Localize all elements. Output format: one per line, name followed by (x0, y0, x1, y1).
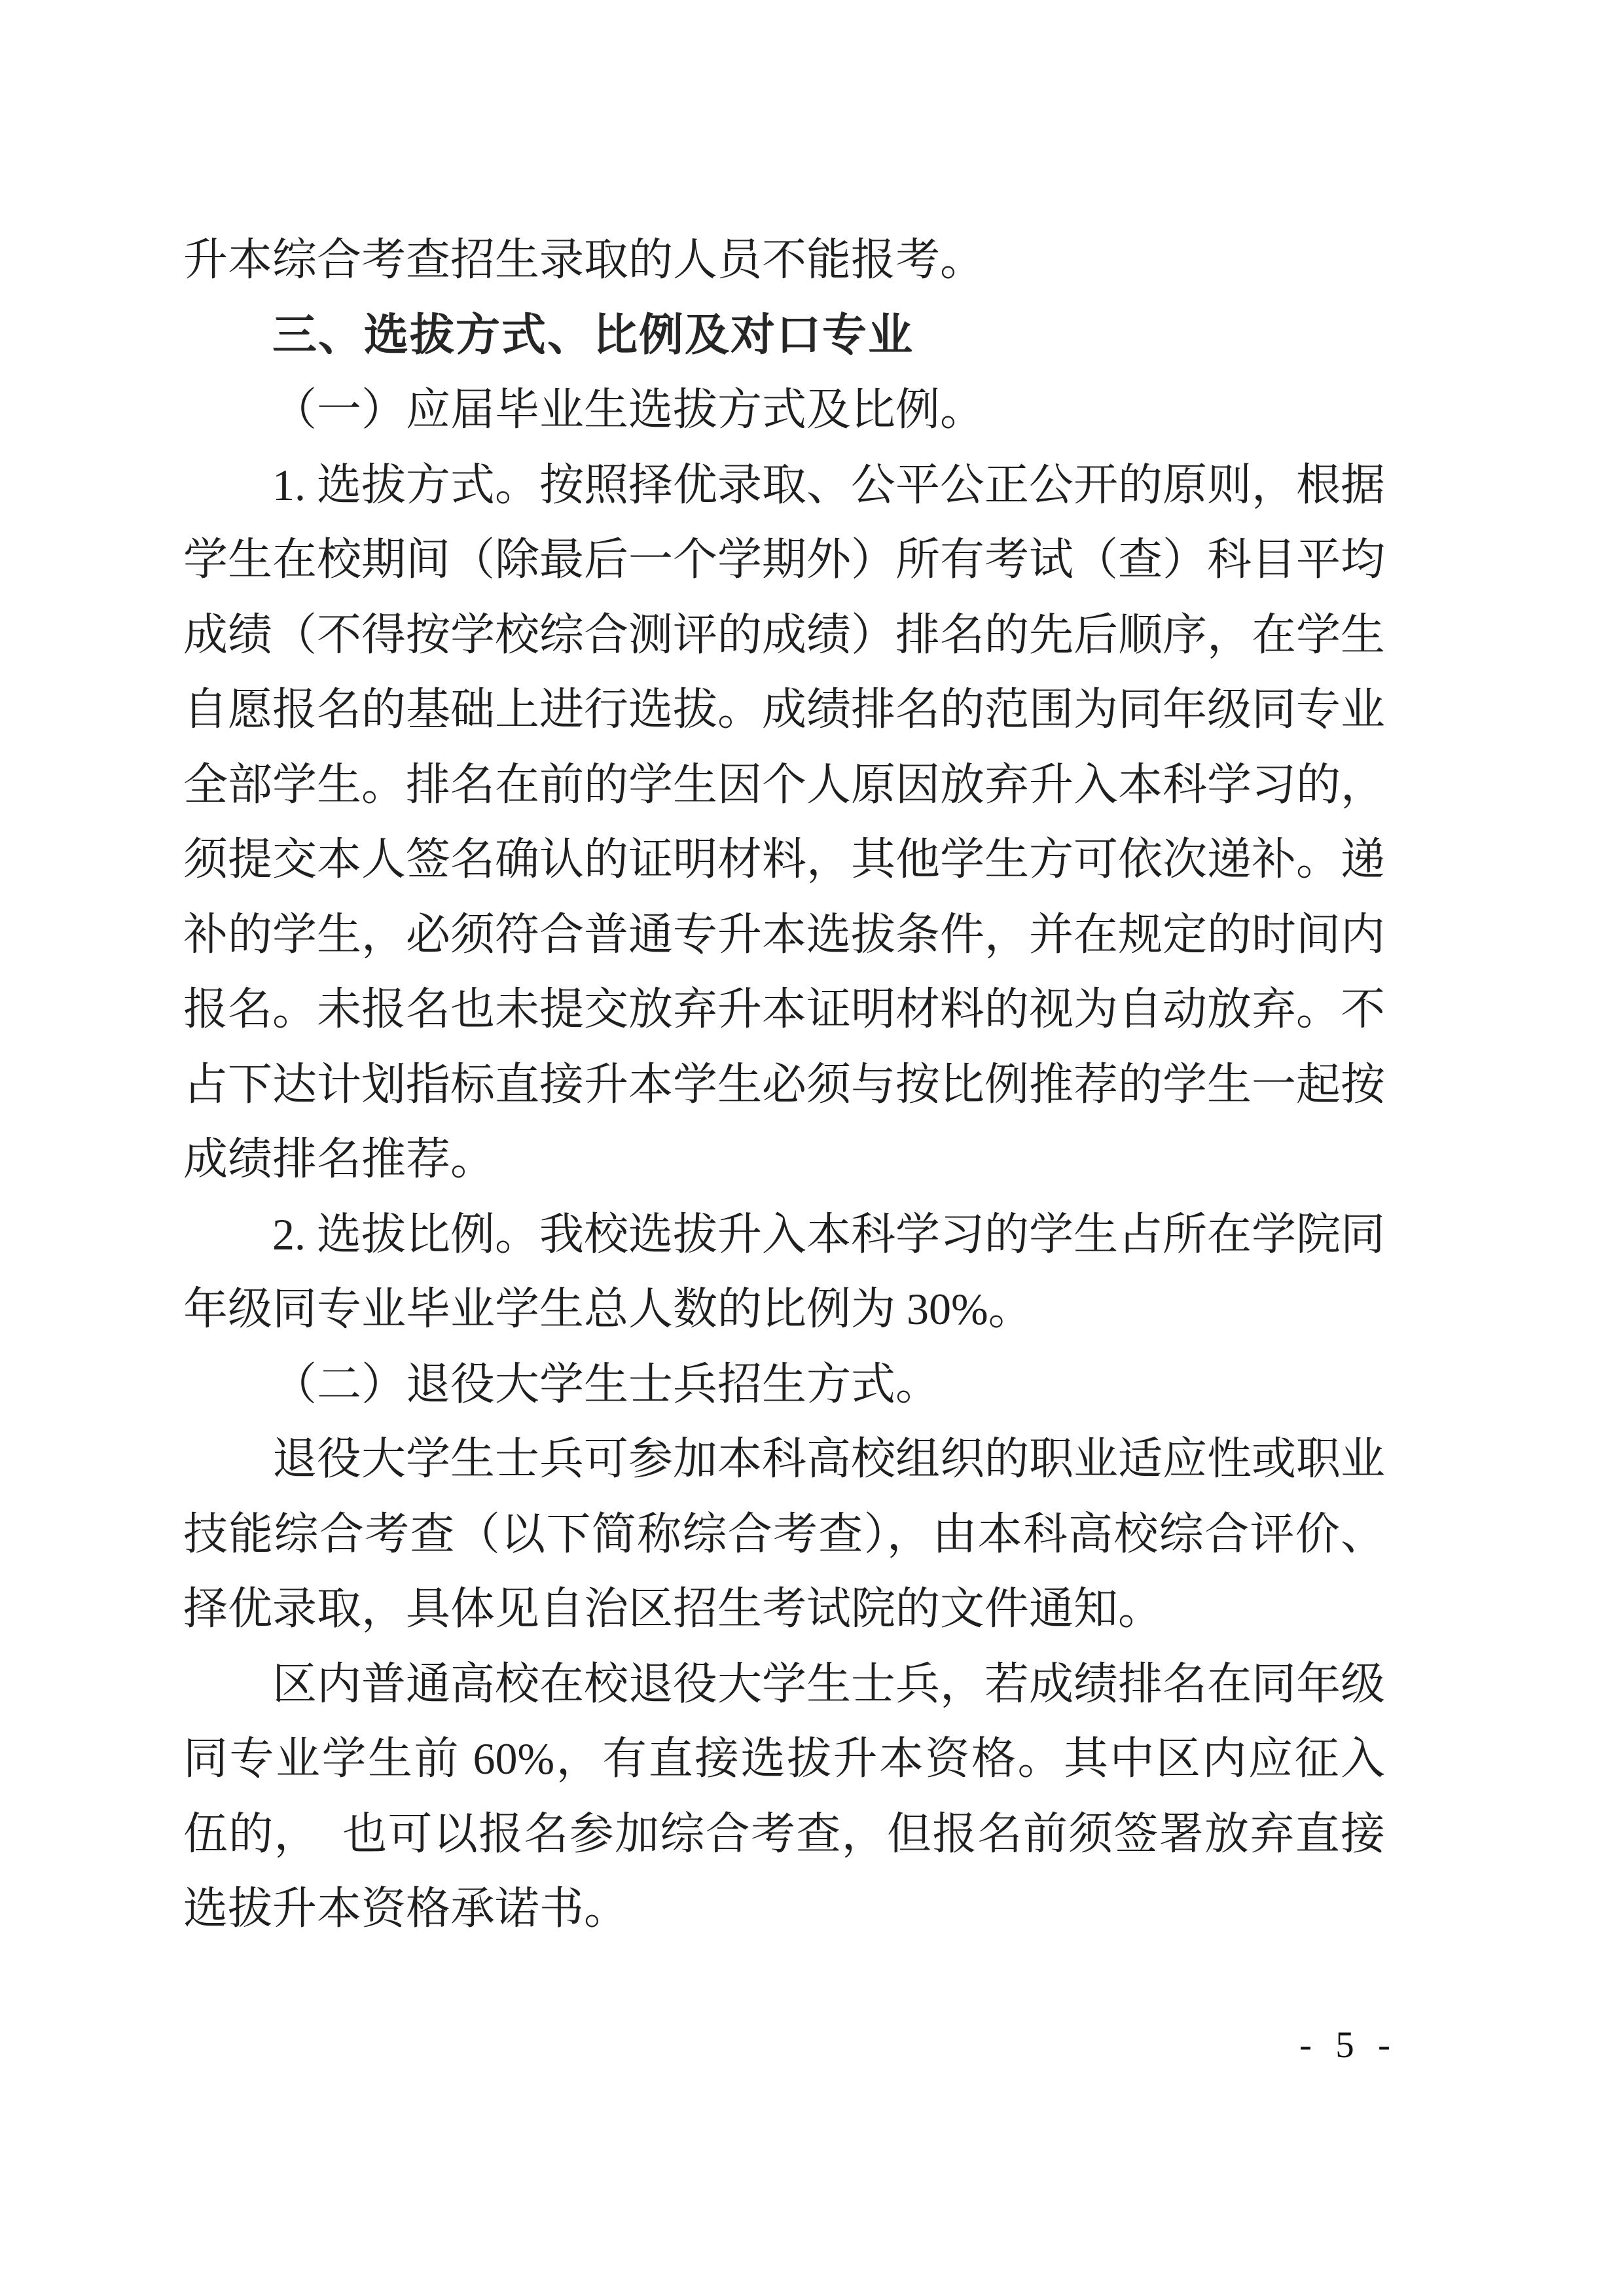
page-number: - 5 - (1299, 2024, 1390, 2066)
subheading-item-1: （一）应届毕业生选拔方式及比例。 (272, 385, 985, 435)
body-paragraph-selection-method: 1. 选拔方式。按照择优录取、公平公正公开的原则，根据学生在校期间（除最后一个学期外）所有考试（查）科目平均成绩（不得按学校综合测评的成绩）排名的先后顺序，在学生自愿报名的基础上进行选拔。成绩排名的范围为同年级同专业全部学生。排名在前的学生因个人原因放弃升入本科学习的，须提交本人签名确认的证明材料，其他学生方可依次递补。递补的学生，必须符合普通专升本选拔条件，并在规定的时间内报名。未报名也未提交放弃升本证明材料的视为自动放弃。不占下达计划指标直接升本学生必须与按比例推荐的学生一起按成绩排名推荐。 (183, 459, 1386, 1184)
document-body (183, 223, 1385, 1946)
page-footer (1299, 2024, 1390, 2066)
subheading-item-2: （二）退役大学生士兵招生方式。 (272, 1359, 941, 1409)
body-paragraph-veteran-exam: 退役大学生士兵可参加本科高校组织的职业适应性或职业技能综合考查（以下简称综合考查），由本科高校综合评价、择优录取，具体见自治区招生考试院的文件通知。 (183, 1434, 1386, 1634)
body-paragraph-veteran-eligibility: 区内普通高校在校退役大学生士兵，若成绩排名在同年级同专业学生前 60%，有直接选拔升本资格。其中区内应征入伍的， 也可以报名参加综合考查，但报名前须签署放弃直接选拔升本资格承诺书。 (183, 1659, 1386, 1933)
section-heading: 三、选拔方式、比例及对口专业 (272, 310, 914, 360)
body-paragraph-continuation: 升本综合考查招生录取的人员不能报考。 (183, 235, 985, 285)
body-paragraph-selection-ratio: 2. 选拔比例。我校选拔升入本科学习的学生占所在学院同年级同专业毕业学生总人数的比例为 30%。 (183, 1209, 1386, 1334)
